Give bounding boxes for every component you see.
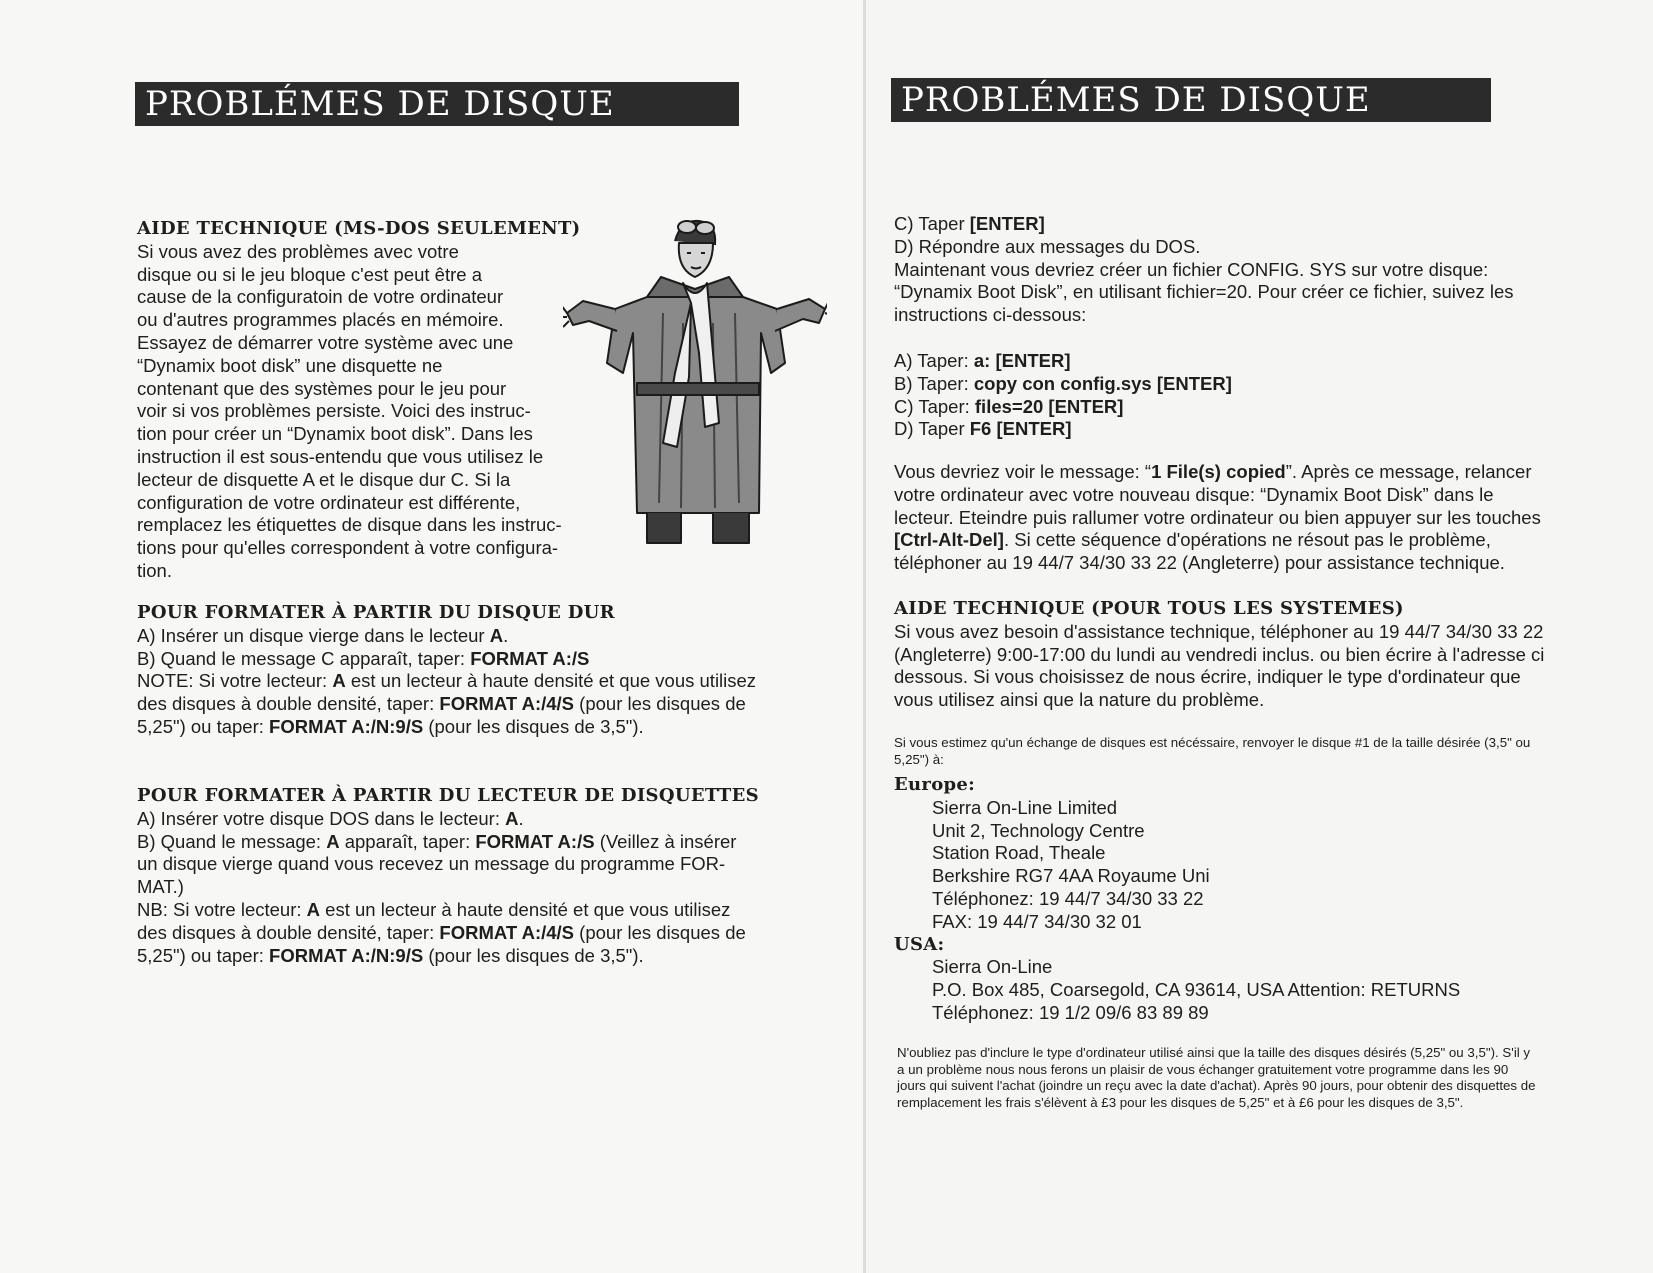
aide-line: configuration de votre ordinateur est différente, — [137, 491, 521, 513]
format-dur-note: NOTE: Si votre lecteur: A est un lecteur à haute densité et que vous utilisez — [137, 670, 757, 692]
aide-line: instruction il est sous-entendu que vous utilisez le — [137, 445, 544, 467]
message-line: téléphoner au 19 44/7 34/30 33 22 (Angleterre) pour assistance technique. — [894, 552, 1505, 574]
aide-line: tion pour créer un “Dynamix boot disk”. Dans les — [137, 423, 533, 445]
aide-line: lecteur de disquette A et le disque dur C. Si la — [137, 468, 511, 490]
aide-line: tions pour qu'elles correspondent à votre configura- — [137, 537, 559, 559]
aide-line: voir si vos problèmes persiste. Voici des instruc- — [137, 400, 531, 422]
aide-line: contenant que des systèmes pour le jeu pour — [137, 377, 507, 399]
footer-note — [897, 1045, 1536, 1111]
aide-tous-line: dessous. Si vous choisissez de nous écrire, indiquer le type d'ordinateur que — [894, 666, 1521, 688]
aide-tous-line: Si vous avez besoin d'assistance technique, téléphoner au 19 44/7 34/30 33 22 — [894, 620, 1544, 642]
usa-phone: Téléphonez: 19 1/2 09/6 83 89 89 — [932, 1001, 1209, 1023]
config-step: A) Taper: a: [ENTER] — [894, 350, 1071, 371]
europe-address-line: Station Road, Theale — [932, 842, 1106, 864]
config-line: instructions ci-dessous: — [894, 304, 1087, 326]
footer-line: remplacement les frais s'élèvent à £3 pour les disques de 5,25" et à £6 pour les disques de 3,5". — [897, 1094, 1464, 1110]
config-step: C) Taper: files=20 [ENTER] — [894, 395, 1124, 417]
format-dur-step-a: A) Insérer un disque vierge dans le lecteur A. — [137, 624, 509, 646]
europe-address-line: Sierra On-Line Limited — [932, 796, 1118, 818]
aide-technique-msdos-heading: AIDE TECHNIQUE (MS-DOS SEULEMENT) — [137, 218, 581, 239]
europe-phone: Téléphonez: 19 44/7 34/30 33 22 — [932, 887, 1204, 909]
aide-line: ou d'autres programmes placés en mémoire. — [137, 309, 504, 331]
config-steps-list — [894, 350, 1232, 441]
aide-line: tion. — [137, 559, 172, 581]
config-line: Maintenant vous devriez créer un fichier CONFIG. SYS sur votre disque: — [894, 258, 1489, 280]
format-dur-note: des disques à double densité, taper: FORMAT A:/4/S (pour les disques de — [137, 693, 746, 715]
message-line: votre ordinateur avec votre nouveau disque: “Dynamix Boot Disk” dans le — [894, 483, 1494, 505]
echange-line: 5,25") à: — [894, 751, 944, 767]
format-disquettes-section — [137, 785, 759, 967]
footer-line: a un problème nous nous ferons un plaisir de vous échanger gratuitement votre programme dans les 90 — [897, 1061, 1509, 1077]
format-disquettes-heading: POUR FORMATER À PARTIR DU LECTEUR DE DISQUETTES — [137, 785, 759, 806]
format-dur-note: 5,25") ou taper: FORMAT A:/N:9/S (pour les disques de 3,5"). — [137, 715, 644, 737]
aide-line: “Dynamix boot disk” une disquette ne — [137, 354, 443, 376]
aide-tous-systemes-heading: AIDE TECHNIQUE (POUR TOUS LES SYSTEMES) — [894, 598, 1404, 619]
message-line: Vous devriez voir le message: “1 File(s) copied”. Après ce message, relancer — [894, 461, 1532, 482]
right-banner-title: PROBLÉMES DE DISQUE — [891, 78, 1491, 122]
europe-address-line: Berkshire RG7 4AA Royaume Uni — [932, 865, 1210, 887]
aide-line: remplacez les étiquettes de disque dans les instruc- — [137, 514, 562, 536]
config-step: B) Taper: copy con config.sys [ENTER] — [894, 372, 1232, 394]
aide-line: Si vous avez des problèmes avec votre — [137, 240, 459, 262]
usa-address-line: Sierra On-Line — [932, 956, 1053, 978]
format-disq-step-b: MAT.) — [137, 876, 184, 898]
aide-tous-systemes-section — [894, 598, 1544, 712]
footer-line: jours qui suivent l'achat (joindre un reçu avec la date d'achat). Après 90 jours, pour obtenir des disquettes de — [897, 1078, 1536, 1093]
right-page-content — [865, 0, 1653, 1273]
format-dur-step-b: B) Quand le message C apparaît, taper: FORMAT A:/S — [137, 647, 590, 669]
format-disque-dur-heading: POUR FORMATER À PARTIR DU DISQUE DUR — [137, 602, 615, 623]
format-disq-step-b: B) Quand le message: A apparaît, taper: FORMAT A:/S (Veillez à insérer — [137, 830, 737, 852]
europe-label: Europe: — [894, 774, 976, 795]
aide-line: cause de la configuratoin de votre ordinateur — [137, 286, 504, 308]
config-step: D) Taper F6 [ENTER] — [894, 418, 1072, 440]
message-line: [Ctrl-Alt-Del]. Si cette séquence d'opérations ne résout pas le problème, — [894, 529, 1491, 551]
format-disq-step-a: A) Insérer votre disque DOS dans le lecteur: A. — [137, 807, 524, 829]
aide-line: Essayez de démarrer votre système avec une — [137, 331, 514, 353]
aide-line: disque ou si le jeu bloque c'est peut être a — [137, 263, 482, 285]
europe-address-line: Unit 2, Technology Centre — [932, 819, 1145, 841]
usa-label: USA: — [894, 933, 945, 955]
format-disq-nb: NB: Si votre lecteur: A est un lecteur à haute densité et que vous utilisez — [137, 898, 731, 920]
addresses-section — [894, 774, 1460, 1025]
step-c-enter: C) Taper [ENTER] — [894, 213, 1045, 234]
message-line: lecteur. Eteindre puis rallumer votre ordinateur ou bien appuyer sur les touches — [894, 506, 1541, 528]
aide-technique-msdos-section — [137, 218, 581, 583]
file-copied-message-section — [894, 461, 1541, 575]
format-disq-nb: des disques à double densité, taper: FORMAT A:/4/S (pour les disques de — [137, 921, 746, 943]
echange-line: Si vous estimez qu'un échange de disques est nécéssaire, renvoyer le disque #1 de la taille désirée (3,5" ou — [894, 735, 1531, 750]
left-banner-title: PROBLÉMES DE DISQUE — [135, 82, 739, 126]
europe-fax: FAX: 19 44/7 34/30 32 01 — [932, 910, 1142, 932]
format-disq-nb: 5,25") ou taper: FORMAT A:/N:9/S (pour les disques de 3,5"). — [137, 944, 644, 966]
echange-note — [894, 735, 1530, 768]
config-intro-section — [894, 213, 1513, 327]
footer-line: N'oubliez pas d'inclure le type d'ordinateur utilisé ainsi que la taille des disques désirés (5,25" ou 3,5"). S'il y — [897, 1045, 1531, 1060]
config-line: “Dynamix Boot Disk”, en utilisant fichier=20. Pour créer ce fichier, suivez les — [894, 281, 1514, 303]
format-disque-dur-section — [137, 602, 756, 739]
aide-tous-line: (Angleterre) 9:00-17:00 du lundi au vendredi inclus. ou bien écrire à l'adresse ci — [894, 643, 1545, 665]
usa-address-line: P.O. Box 485, Coarsegold, CA 93614, USA Attention: RETURNS — [932, 979, 1461, 1001]
step-d-dos: D) Répondre aux messages du DOS. — [894, 235, 1201, 257]
aviator-shrug-illustration — [563, 213, 827, 553]
aide-tous-line: vous utilisez ainsi que la nature du problème. — [894, 689, 1265, 711]
format-disq-step-b: un disque vierge quand vous recevez un message du programme FOR- — [137, 853, 726, 875]
